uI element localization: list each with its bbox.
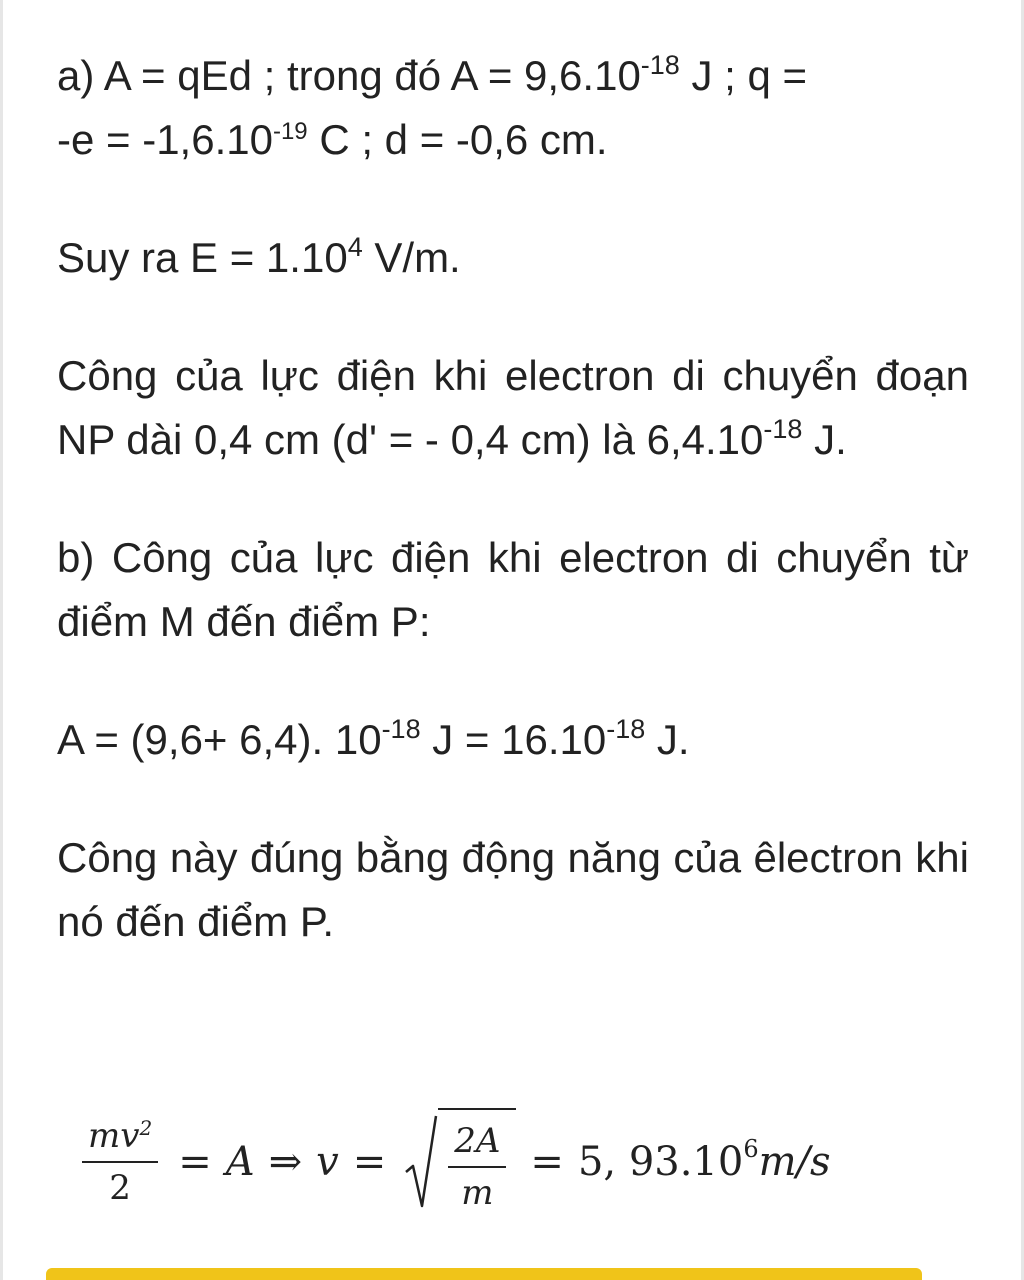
kinetic-energy-text: Công này đúng bằng động năng của êlectron khi nó đến điểm P. xyxy=(57,834,969,945)
radicand xyxy=(438,1108,516,1212)
velocity-formula xyxy=(76,1112,831,1212)
fraction-denominator: 2 xyxy=(109,1168,131,1208)
work-sum-paragraph xyxy=(57,708,969,772)
kinetic-energy-paragraph xyxy=(57,826,969,954)
work-sum-exp1: -18 xyxy=(381,714,421,744)
implies-arrow: ⇒ xyxy=(268,1139,303,1185)
solution-content xyxy=(57,44,969,954)
np-work-paragraph xyxy=(57,344,969,472)
field-result-suffix: V/m. xyxy=(362,234,461,281)
radicand-fraction xyxy=(448,1122,506,1212)
part-a-line1: a) A = qEd ; trong đó A = 9,6.10 xyxy=(57,52,641,99)
velocity-exp: 6 xyxy=(743,1135,759,1163)
work-symbol: A xyxy=(225,1139,255,1185)
equals-sign: = xyxy=(352,1139,387,1185)
field-result-paragraph xyxy=(57,226,969,290)
left-border xyxy=(0,0,3,1280)
square-root xyxy=(404,1112,516,1212)
velocity-unit: m/s xyxy=(758,1139,831,1185)
part-b-paragraph xyxy=(57,526,969,654)
equals-sign: = xyxy=(178,1139,212,1185)
part-a-paragraph xyxy=(57,44,969,172)
kinetic-energy-fraction xyxy=(82,1117,158,1207)
fraction-numerator-exp: 2 xyxy=(139,1116,153,1140)
field-result-prefix: Suy ra E = 1.10 xyxy=(57,234,348,281)
radical-sign-icon xyxy=(404,1114,438,1210)
part-a-line2: -e = -1,6.10 xyxy=(57,116,273,163)
np-work-text: Công của lực điện khi electron di chuyển đoạn NP dài 0,4 cm (d' = - 0,4 cm) là 6,4.10 xyxy=(57,352,969,463)
radicand-numerator: 2A xyxy=(448,1122,506,1168)
radicand-denominator: m xyxy=(461,1173,494,1213)
bottom-accent-bar xyxy=(46,1268,922,1280)
equals-sign: = xyxy=(530,1139,564,1185)
work-sum-part1: A = (9,6+ 6,4). 10 xyxy=(57,716,382,763)
fraction-numerator: $mv^2$ xyxy=(82,1117,158,1163)
work-sum-part2: J = 16.10 xyxy=(420,716,607,763)
work-sum-exp2: -18 xyxy=(606,714,646,744)
part-a-line1-end: J ; q = xyxy=(679,52,808,99)
np-work-exp: -18 xyxy=(763,414,803,444)
part-a-exp1: -18 xyxy=(640,50,680,80)
work-sum-part3: J. xyxy=(645,716,690,763)
velocity-symbol: v xyxy=(316,1139,339,1185)
part-a-line2-end: C ; d = -0,6 cm. xyxy=(307,116,608,163)
part-a-exp2: -19 xyxy=(272,118,308,145)
part-b-text: b) Công của lực điện khi electron di chuyển từ điểm M đến điểm P: xyxy=(57,534,969,645)
np-work-suffix: J. xyxy=(802,416,847,463)
velocity-value: 5, 93.10$^6$ xyxy=(577,1135,759,1185)
field-result-exp: 4 xyxy=(347,232,363,262)
